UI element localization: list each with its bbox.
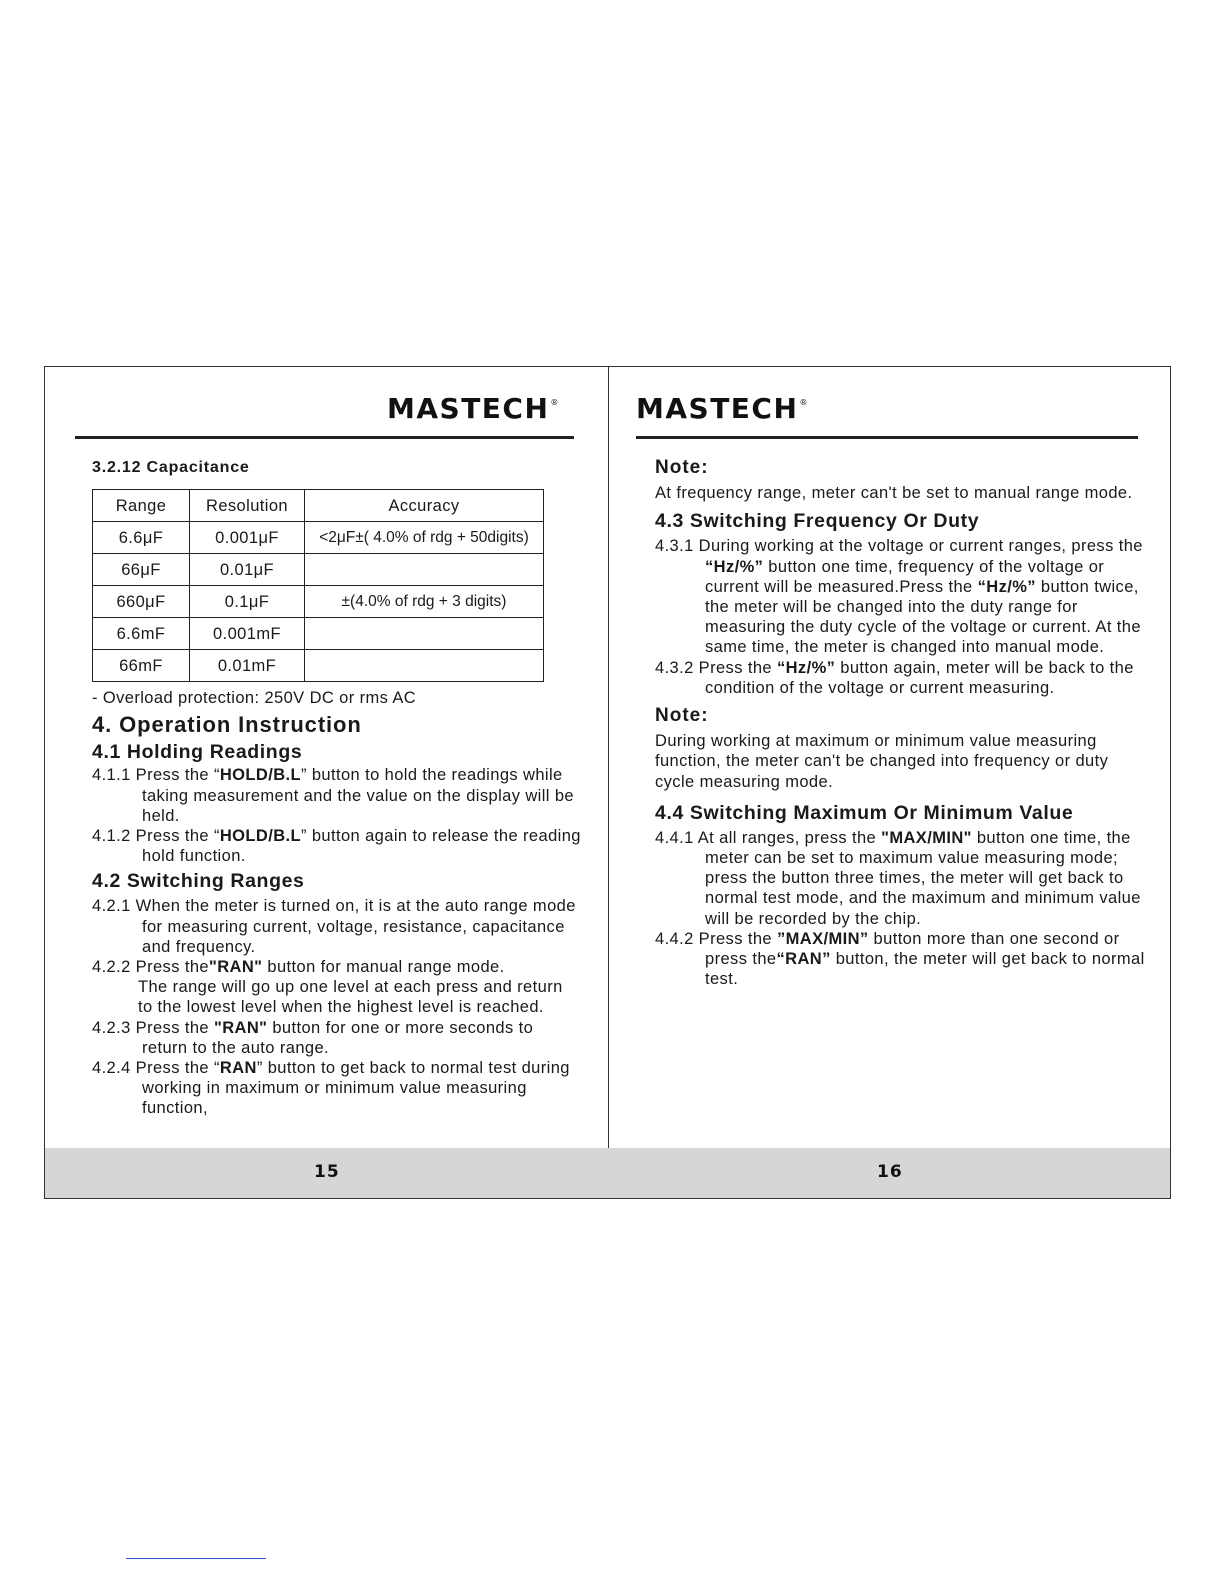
note-label: Note: (655, 705, 709, 727)
item-4-2-2-continued: The range will go up one level at each press and return to the lowest level when the highest level is reached. (138, 978, 563, 1017)
note-text: During working at maximum or minimum value measuring function, the meter can't be changed into frequency or duty cycle measuring mode. (655, 732, 1109, 791)
item-4-4-1: 4.4.1 At all ranges, press the "MAX/MIN" button one time, the meter can be set to maximum value measuring mode; press the button three times, the meter will get back to normal test mode, and the maximum and minimum value will be recorded by the chip. (655, 828, 1141, 928)
page-number-left: 15 (314, 1162, 340, 1182)
brand-logo-left: MASTECH® (387, 392, 559, 425)
page-number-right: 16 (877, 1162, 903, 1182)
table-cell: 0.001mF (190, 618, 305, 650)
table-row (93, 522, 544, 554)
item-4-1-1: 4.1.1 Press the “HOLD/B.L” button to hold the readings while taking measurement and the value on the display will be held. (92, 766, 574, 825)
heading-holding-readings: 4.1 Holding Readings (92, 741, 303, 764)
table-row (93, 554, 544, 586)
header-rule-left (75, 436, 574, 439)
item-4-1-2: 4.1.2 Press the “HOLD/B.L” button again to release the reading hold function. (92, 827, 581, 866)
table-cell: 6.6mF (93, 618, 190, 650)
header-rule-right (636, 436, 1138, 439)
note-text: At frequency range, meter can't be set to manual range mode. (655, 484, 1133, 503)
table-row (93, 650, 544, 682)
table-header: Accuracy (305, 490, 544, 522)
left-page-content (92, 458, 582, 1119)
link-underline (126, 1558, 266, 1559)
section-title-capacitance: 3.2.12 Capacitance (92, 459, 250, 476)
table-row (93, 586, 544, 618)
page-divider (608, 366, 609, 1148)
heading-operation-instruction: 4. Operation Instruction (92, 712, 362, 738)
heading-switching-ranges: 4.2 Switching Ranges (92, 870, 305, 893)
table-cell: ±(4.0% of rdg + 3 digits) (305, 586, 544, 618)
table-cell: <2μF±( 4.0% of rdg + 50digits) (305, 522, 544, 554)
table-cell: 66μF (93, 554, 190, 586)
table-cell: 0.1μF (190, 586, 305, 618)
item-4-2-4: 4.2.4 Press the “RAN” button to get back to normal test during working in maximum or minimum value measuring function, (92, 1059, 570, 1118)
table-cell: 66mF (93, 650, 190, 682)
table-cell (305, 554, 544, 586)
page-footer-band (45, 1148, 1170, 1199)
table-header: Range (93, 490, 190, 522)
heading-frequency-duty: 4.3 Switching Frequency Or Duty (655, 510, 980, 533)
item-4-2-2: 4.2.2 Press the"RAN" button for manual range mode. (92, 958, 505, 977)
table-row (93, 618, 544, 650)
table-cell: 0.001μF (190, 522, 305, 554)
item-4-4-2: 4.4.2 Press the ”MAX/MIN” button more than one second or press the“RAN” button, the meter will get back to normal test. (655, 929, 1145, 989)
right-page-content (655, 458, 1145, 989)
item-4-2-1: 4.2.1 When the meter is turned on, it is at the auto range mode for measuring current, voltage, resistance, capacitance and frequency. (92, 897, 576, 956)
heading-max-min: 4.4 Switching Maximum Or Minimum Value (655, 801, 1074, 824)
table-cell: 0.01μF (190, 554, 305, 586)
note-label: Note: (655, 457, 709, 478)
brand-logo-right: MASTECH® (636, 392, 808, 425)
table-cell (305, 650, 544, 682)
item-4-3-2: 4.3.2 Press the “Hz/%” button again, meter will be back to the condition of the voltage or current measuring. (655, 658, 1134, 697)
table-header-row (93, 490, 544, 522)
capacitance-table (92, 489, 544, 682)
item-4-3-1: 4.3.1 During working at the voltage or current ranges, press the “Hz/%” button one time, frequency of the voltage or current will be measured.Press the “Hz/%” button twice, the meter will be changed into the duty range for measuring the duty cycle of the voltage or current. At the same time, the meter is changed into manual mode. (655, 537, 1143, 657)
table-cell: 660μF (93, 586, 190, 618)
table-cell: 0.01mF (190, 650, 305, 682)
table-cell: 6.6μF (93, 522, 190, 554)
table-cell (305, 618, 544, 650)
table-header: Resolution (190, 490, 305, 522)
item-4-2-3: 4.2.3 Press the "RAN" button for one or more seconds to return to the auto range. (92, 1018, 534, 1057)
overload-protection: - Overload protection: 250V DC or rms AC (92, 689, 417, 708)
